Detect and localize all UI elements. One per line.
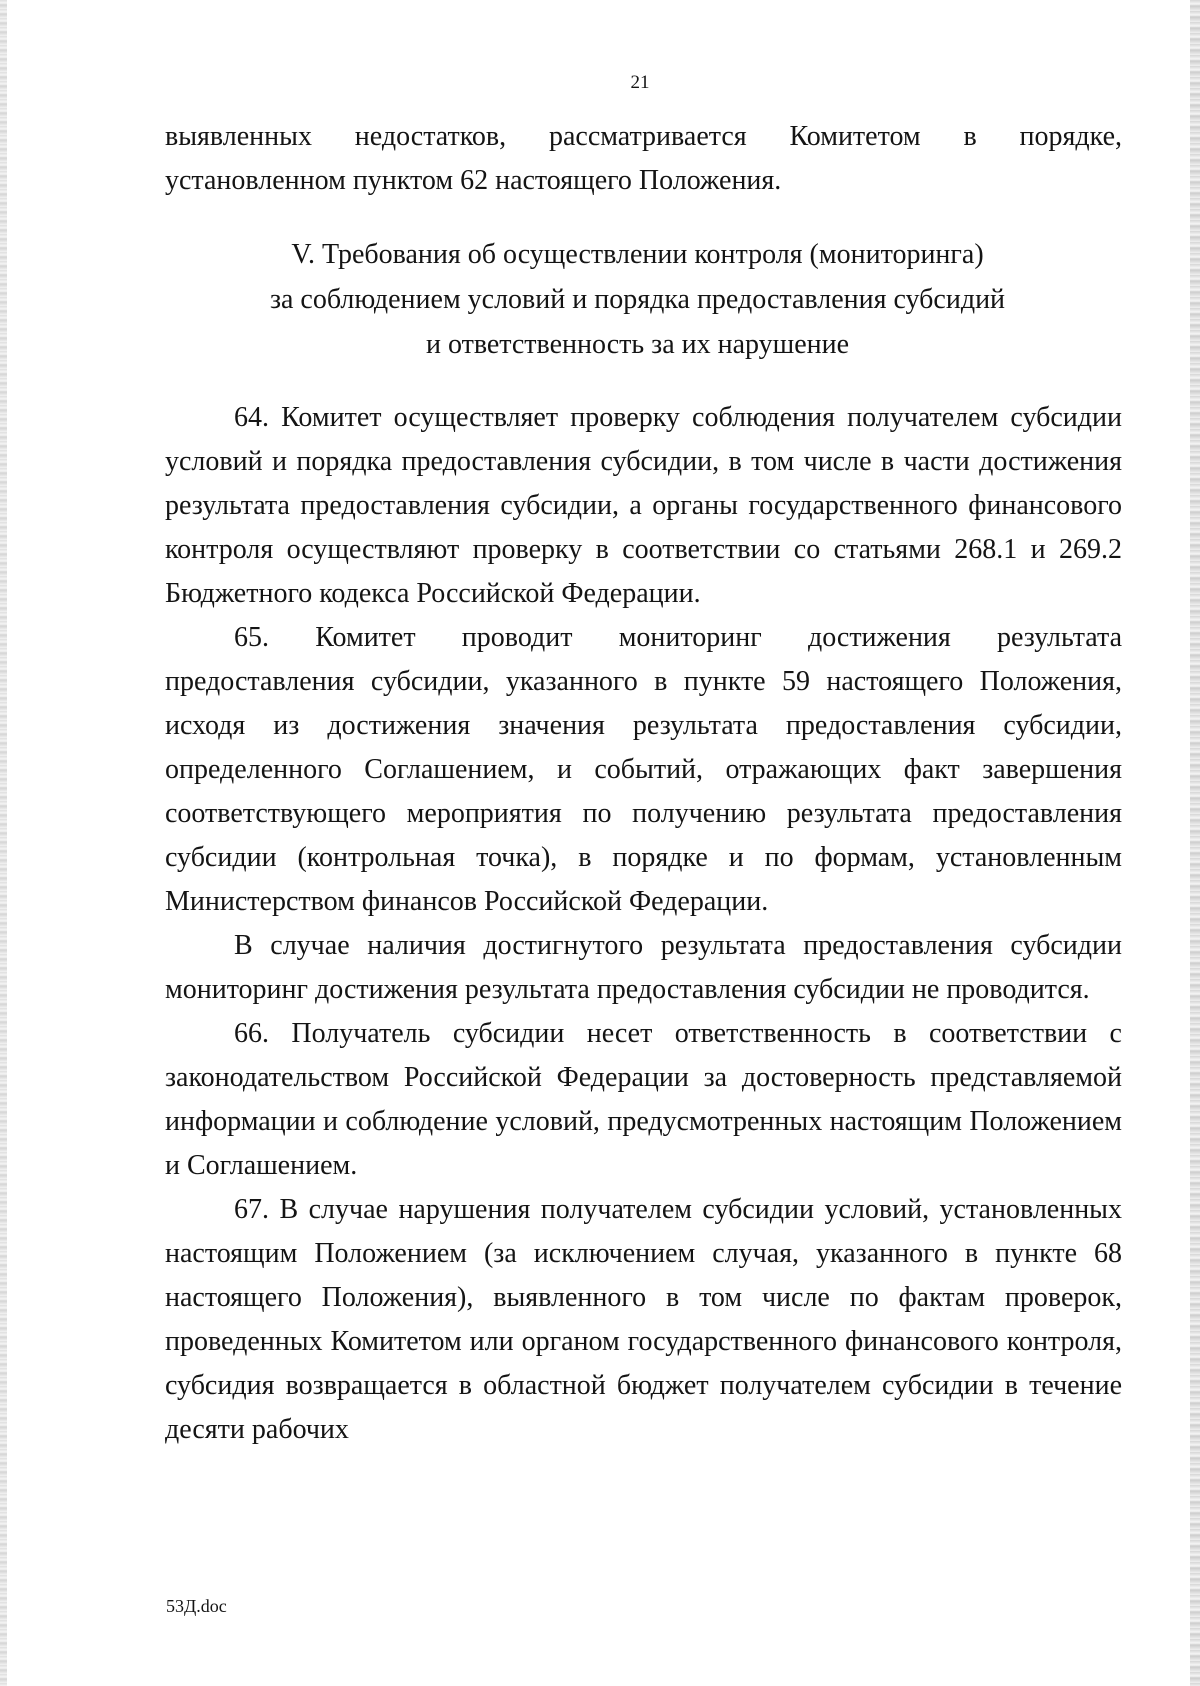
section-heading-line: V. Требования об осуществлении контроля (мониторинга)	[291, 239, 984, 270]
section-heading-line: за соблюдением условий и порядка предоставления субсидий	[269, 284, 1006, 315]
continuation-paragraph: выявленных недостатков, рассматривается Комитетом в порядке, установленном пунктом 62 настоящего Положения.	[165, 121, 1122, 196]
document-body	[165, 115, 1122, 1452]
scan-edge-right	[1190, 0, 1200, 1686]
footer-filename: 53Д.doc	[166, 1596, 227, 1616]
section-heading-line: и ответственность за их нарушение	[425, 329, 850, 360]
paragraph-65-note: В случае наличия достигнутого результата предоставления субсидии мониторинг достижения результата предоставления субсидии не проводится.	[165, 930, 1122, 1005]
scan-edge-left	[0, 0, 7, 1686]
paragraph-65: 65. Комитет проводит мониторинг достижения результата предоставления субсидии, указанного в пункте 59 настоящего Положения, исходя из достижения значения результата предоставления субсидии, определенного Соглашением, и событий, отражающих факт завершения соответствующего мероприятия по получению результата предоставления субсидии (контрольная точка), в порядке и по формам, установленным Министерством финансов Российской Федерации.	[165, 622, 1122, 917]
paragraph-66: 66. Получатель субсидии несет ответственность в соответствии с законодательством Российской Федерации за достоверность представляемой информации и соблюдение условий, предусмотренных настоящим Положением и Соглашением.	[165, 1018, 1122, 1181]
paragraph-64: 64. Комитет осуществляет проверку соблюдения получателем субсидии условий и порядка предоставления субсидии, в том числе в части достижения результата предоставления субсидии, а органы государственного финансового контроля осуществляют проверку в соответствии со статьями 268.1 и 269.2 Бюджетного кодекса Российской Федерации.	[165, 402, 1122, 609]
paragraph-67: 67. В случае нарушения получателем субсидии условий, установленных настоящим Положением (за исключением случая, указанного в пункте 68 настоящего Положения), выявленного в том числе по фактам проверок, проведенных Комитетом или органом государственного финансового контроля, субсидия возвращается в областной бюджет получателем субсидии в течение десяти рабочих	[165, 1194, 1122, 1445]
section-heading	[153, 203, 1122, 396]
page-number: 21	[630, 72, 650, 93]
